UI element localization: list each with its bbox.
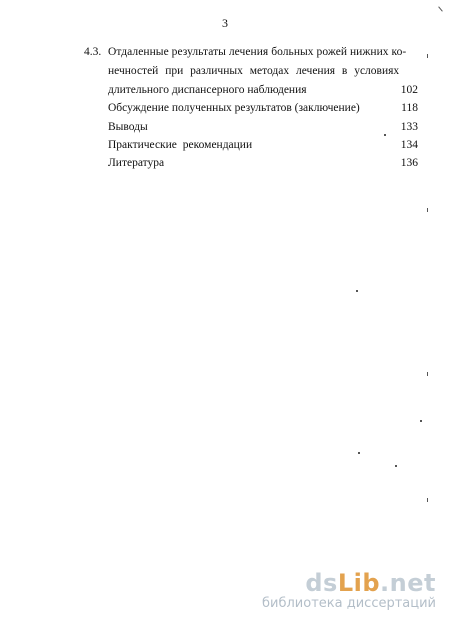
toc-item-label: Выводы xyxy=(108,121,148,133)
toc-section-title-line-2: нечностей при различных методах лечения в условиях xyxy=(108,65,400,77)
page-number: 3 xyxy=(222,16,228,30)
scan-speck xyxy=(358,452,360,454)
toc-section-page: 102 xyxy=(400,84,418,96)
toc-item-page: 136 xyxy=(400,157,418,169)
toc-section-number: 4.3. xyxy=(84,46,102,58)
scan-speck xyxy=(427,54,428,58)
toc-item-page: 134 xyxy=(400,139,418,151)
scan-speck xyxy=(427,498,428,502)
toc-section-title-line-1: Отдаленные результаты лечения больных рожей нижних ко- xyxy=(108,46,407,58)
watermark xyxy=(262,571,436,612)
watermark-subtitle: библиотека диссертаций xyxy=(262,596,436,611)
toc-item-label: Обсуждение полученных результатов (заключение) xyxy=(108,102,360,114)
toc-section-title-line-3: длительного диспансерного наблюдения xyxy=(108,84,307,96)
scan-speck xyxy=(427,372,428,376)
toc-item-label: Практические рекомендации xyxy=(108,139,253,151)
scan-speck xyxy=(420,420,422,422)
scan-speck xyxy=(395,465,397,467)
watermark-logo: dsLib.net xyxy=(305,569,436,597)
scan-speck xyxy=(427,208,428,212)
toc-item-page: 133 xyxy=(400,121,418,133)
toc-item-page: 118 xyxy=(401,102,418,114)
toc-item-label: Литература xyxy=(108,157,165,169)
scan-speck xyxy=(356,290,358,292)
scan-speck xyxy=(384,134,386,136)
